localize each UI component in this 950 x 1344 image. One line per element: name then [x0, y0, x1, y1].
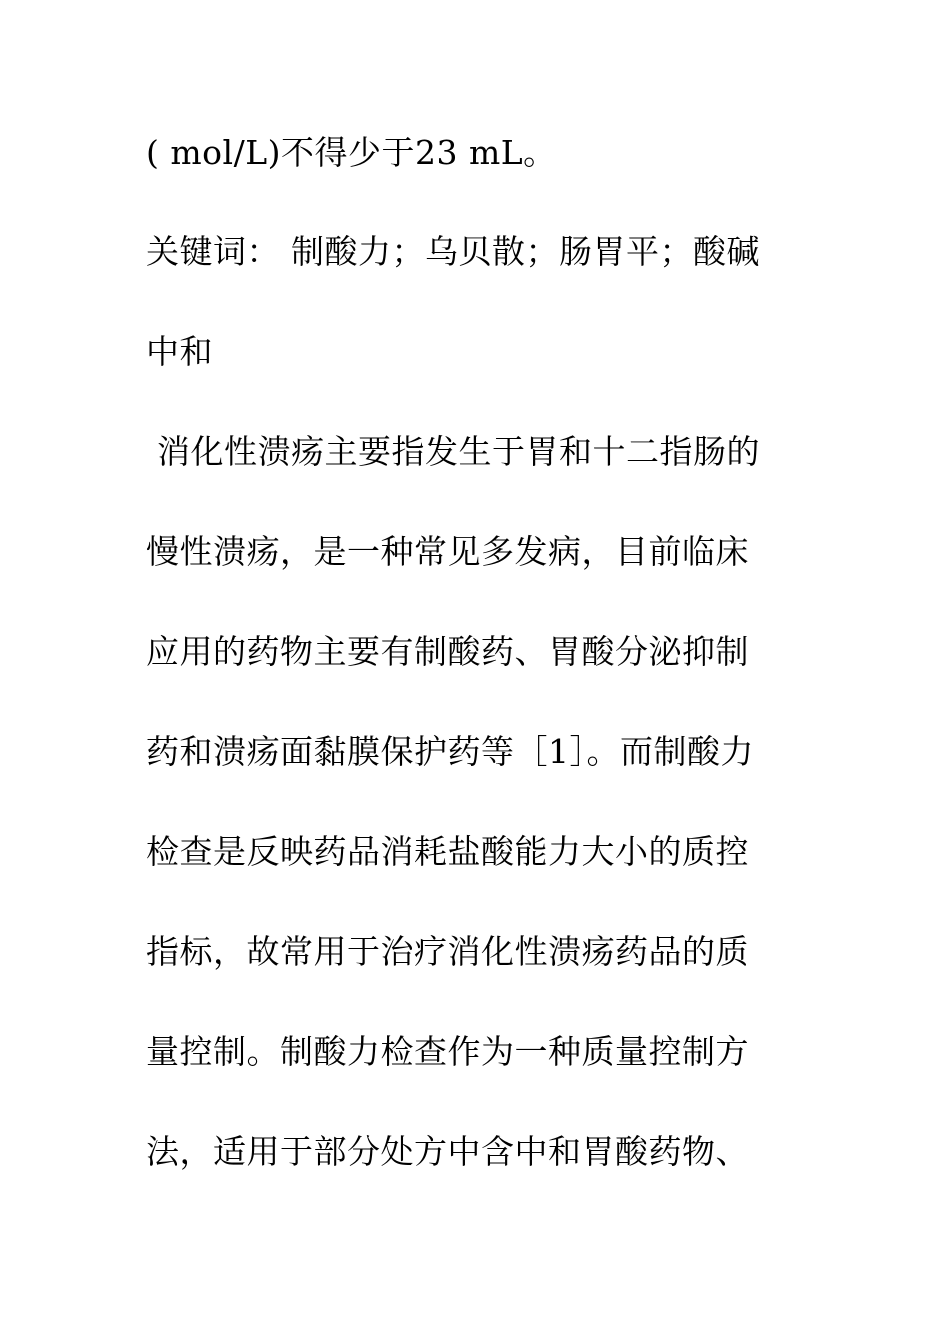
text-line-1: ( mol/L)不得少于23 mL。 — [146, 133, 557, 172]
paragraph-line-8: 法，适用于部分处方中含中和胃酸药物、 — [146, 1132, 749, 1171]
keywords-line: 关键词： 制酸力；乌贝散；肠胃平；酸碱 — [146, 232, 760, 271]
paragraph-line-7: 量控制。制酸力检查作为一种质量控制方 — [146, 1032, 749, 1071]
keywords-line-continued: 中和 — [146, 332, 213, 371]
paragraph-line-4: 药和溃疡面黏膜保护药等［1］。而制酸力 — [146, 732, 754, 771]
paragraph-line-3: 应用的药物主要有制酸药、胃酸分泌抑制 — [146, 632, 749, 671]
paragraph-line-6: 指标，故常用于治疗消化性溃疡药品的质 — [146, 932, 749, 971]
paragraph-line-2: 慢性溃疡，是一种常见多发病，目前临床 — [146, 532, 749, 571]
paragraph-line-5: 检查是反映药品消耗盐酸能力大小的质控 — [146, 832, 749, 871]
paragraph-line-1: 消化性溃疡主要指发生于胃和十二指肠的 — [146, 432, 760, 471]
